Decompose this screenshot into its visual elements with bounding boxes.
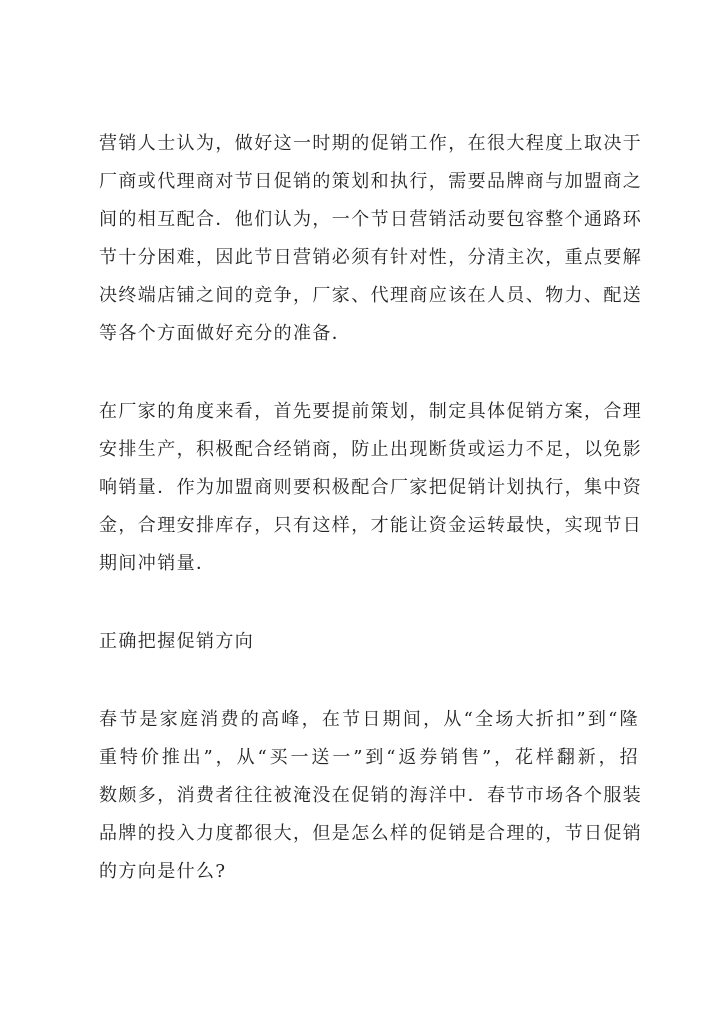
document-body	[99, 125, 643, 931]
paragraph-line: 间的相互配合．他们认为，一个节日营销活动要包容整个通路环	[99, 209, 643, 230]
paragraph-line: 厂商或代理商对节日促销的策划和执行，需要品牌商与加盟商之	[99, 171, 643, 192]
paragraph-line: 春节是家庭消费的高峰，在节日期间，从“全场大折扣”到“隆	[99, 709, 639, 730]
paragraph-line: 节十分困难，因此节日营销必须有针对性，分清主次，重点要解	[99, 247, 643, 268]
paragraph-line: 在厂家的角度来看，首先要提前策划，制定具体促销方案，合理	[99, 401, 643, 422]
paragraph-line: 决终端店铺之间的竞争，厂家、代理商应该在人员、物力、配送	[99, 285, 643, 306]
paragraph-line: 期间冲销量．	[99, 553, 216, 574]
paragraph-2	[99, 393, 643, 583]
paragraph-line: 数颇多，消费者往往被淹没在促销的海洋中．春节市场各个服装	[99, 785, 643, 806]
paragraph-line: 等各个方面做好充分的准备．	[99, 323, 352, 344]
section-heading: 正确把握促销方向	[99, 631, 255, 652]
paragraph-line: 品牌的投入力度都很大，但是怎么样的促销是合理的，节日促销	[99, 823, 643, 844]
paragraph-line: 营销人士认为，做好这一时期的促销工作，在很大程度上取决于	[99, 133, 643, 154]
paragraph-line: 金，合理安排库存，只有这样，才能让资金运转最快，实现节日	[99, 515, 643, 536]
paragraph-1	[99, 125, 643, 353]
paragraph-3	[99, 701, 643, 891]
paragraph-line: 响销量．作为加盟商则要积极配合厂家把促销计划执行，集中资	[99, 477, 643, 498]
paragraph-line: 重特价推出”，从“买一送一”到“返券销售”，花样翻新，招	[99, 747, 639, 768]
paragraph-line: 安排生产，积极配合经销商，防止出现断货或运力不足，以免影	[99, 439, 643, 460]
paragraph-line: 的方向是什么?	[99, 861, 227, 882]
